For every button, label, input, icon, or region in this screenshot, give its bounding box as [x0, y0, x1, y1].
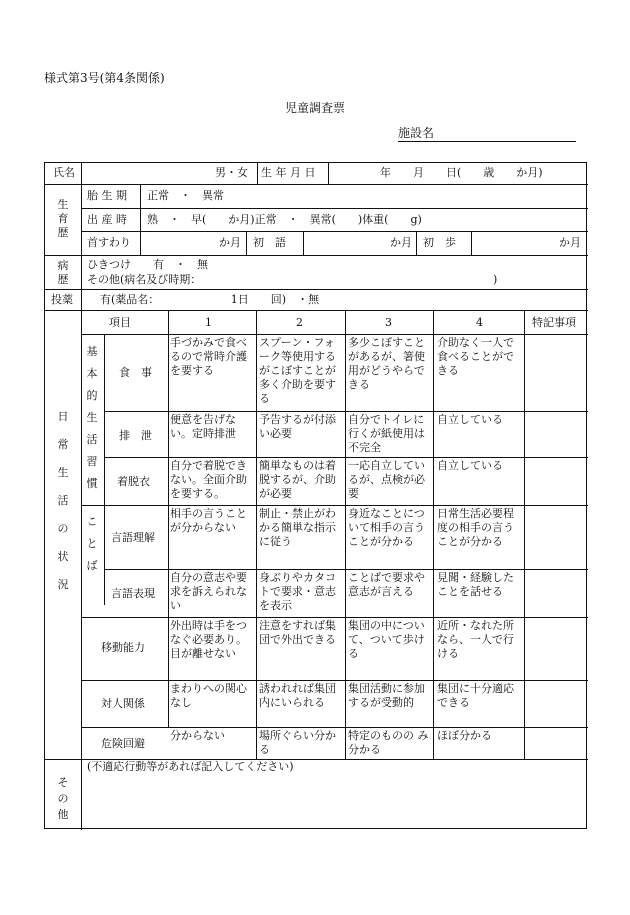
comprehension-c1[interactable]: 相手の言うことが分からない — [170, 507, 247, 534]
toilet-label: 排 泄 — [119, 429, 152, 442]
danger-label: 危険回避 — [101, 737, 145, 750]
expression-c2[interactable]: 身ぶりやカタコトで要求・意志を表示 — [259, 571, 336, 612]
mobility-c2[interactable]: 注意をすれば集団で外出できる — [259, 619, 336, 646]
neck-label: 首すわり — [87, 236, 131, 249]
facility-field[interactable] — [398, 124, 576, 142]
eating-c3[interactable]: 多少こぼすことがあるが、箸使用がどうやらできる — [348, 336, 425, 391]
social-label: 対人関係 — [101, 697, 145, 710]
dressing-c4[interactable]: 自立している — [437, 459, 503, 472]
danger-c4[interactable]: ほぼ分かる — [437, 729, 492, 742]
sex-options[interactable]: 男・女 — [215, 166, 248, 179]
gestation-value[interactable]: 正常 ・ 異常 — [147, 189, 224, 202]
social-c1[interactable]: まわりへの関心なし — [170, 682, 247, 709]
medical-history-label: 病歴 — [57, 259, 69, 286]
mobility-c4[interactable]: 近所・なれた所なら、一人で行ける — [437, 619, 514, 660]
danger-c1[interactable]: 分からない — [170, 729, 225, 742]
expression-c3[interactable]: ことばで要求や意志が言える — [348, 571, 425, 598]
danger-c2[interactable]: 場所ぐらい分かる — [259, 729, 336, 756]
form-number: 様式第3号(第4条関係) — [44, 71, 165, 85]
seizure-options[interactable]: ひきつけ 有 ・ 無 — [87, 258, 208, 271]
birth-value[interactable]: 熟 ・ 早( か月)正常 ・ 異常( )体重( g) — [147, 213, 422, 226]
neck-unit[interactable]: か月 — [219, 236, 241, 249]
walk-unit[interactable]: か月 — [559, 236, 581, 249]
comprehension-c4[interactable]: 日常生活必要程度の相手の言うことが分かる — [437, 507, 514, 548]
babble-label: 初 語 — [253, 236, 286, 249]
expression-c4[interactable]: 見聞・経験したことを話せる — [437, 571, 514, 598]
other-note[interactable]: (不適応行動等があれば記入してください) — [87, 760, 294, 773]
toilet-c1[interactable]: 便意を告げない。定時排泄 — [170, 413, 236, 440]
daily-life-label: 日常生活の状況 — [57, 410, 69, 591]
toilet-c4[interactable]: 自立している — [437, 413, 503, 426]
survey-table — [44, 162, 587, 829]
dressing-c3[interactable]: 一応自立しているが、点検が必要 — [348, 459, 425, 500]
birth-history-label: 生育歴 — [57, 198, 69, 239]
social-c3[interactable]: 集団活動に参加するが受動的 — [348, 682, 425, 709]
babble-unit[interactable]: か月 — [390, 236, 412, 249]
dob-label: 生 年 月 日 — [261, 166, 316, 179]
header-col-2: 2 — [296, 316, 303, 329]
expression-c1[interactable]: 自分の意志や要求を訴えられない — [170, 571, 247, 612]
eating-label: 食 事 — [119, 366, 152, 379]
basic-habits-label: 基本的生活習慣 — [86, 345, 98, 490]
other-label: その他 — [57, 776, 69, 821]
header-col-3: 3 — [385, 316, 392, 329]
mobility-c1[interactable]: 外出時は手をつなぐ必要あり。目が離せない — [170, 619, 247, 660]
name-label: 氏名 — [53, 166, 75, 179]
gestation-label: 胎 生 期 — [87, 189, 127, 202]
mobility-label: 移動能力 — [101, 641, 145, 654]
medication-value[interactable]: 有(薬品名： 1日 回) ・無 — [100, 293, 320, 306]
social-c4[interactable]: 集団に十分適応できる — [437, 682, 514, 709]
header-item: 項目 — [109, 316, 131, 329]
medication-label: 投薬 — [51, 293, 73, 306]
other-illness[interactable]: その他(病名及び時期： — [87, 273, 202, 286]
birth-label: 出 産 時 — [87, 213, 127, 226]
eating-c1[interactable]: 手づかみで食べるので常時介護を要する — [170, 336, 247, 377]
dob-value[interactable]: 年 月 日( 歳 か月) — [380, 166, 543, 179]
page-title: 児童調査票 — [284, 101, 345, 115]
comprehension-label: 言語理解 — [111, 531, 155, 544]
walk-label: 初 歩 — [423, 236, 456, 249]
comprehension-c2[interactable]: 制止・禁止がわかる簡単な指示に従う — [259, 507, 336, 548]
dressing-c1[interactable]: 自分で着脱できない。全面介助を要する。 — [170, 459, 247, 500]
header-col-4: 4 — [476, 316, 483, 329]
facility-label: 施設名 — [398, 126, 435, 140]
other-illness-close: ) — [493, 273, 498, 286]
toilet-c2[interactable]: 予告するが付添い必要 — [259, 413, 336, 440]
eating-c4[interactable]: 介助なく一人で食べることができる — [437, 336, 514, 377]
comprehension-c3[interactable]: 身近なことについて相手の言うことが分かる — [348, 507, 425, 548]
mobility-c3[interactable]: 集団の中について、ついて歩ける — [348, 619, 425, 660]
dressing-c2[interactable]: 簡単なものは着脱するが、介助が必要 — [259, 459, 336, 500]
eating-c2[interactable]: スプーン・フォーク等使用するがこぼすことが多く介助を要する — [259, 336, 336, 405]
dressing-label: 着脱衣 — [117, 475, 150, 488]
danger-c3[interactable]: 特定のものの み分かる — [348, 729, 429, 756]
language-label: ことば — [86, 515, 98, 572]
header-col-1: 1 — [205, 316, 212, 329]
expression-label: 言語表現 — [111, 587, 155, 600]
social-c2[interactable]: 誘われれば集団内にいられる — [259, 682, 336, 709]
header-notes: 特記事項 — [532, 316, 576, 329]
toilet-c3[interactable]: 自分でトイレに行くが紙使用は不完全 — [348, 413, 425, 454]
